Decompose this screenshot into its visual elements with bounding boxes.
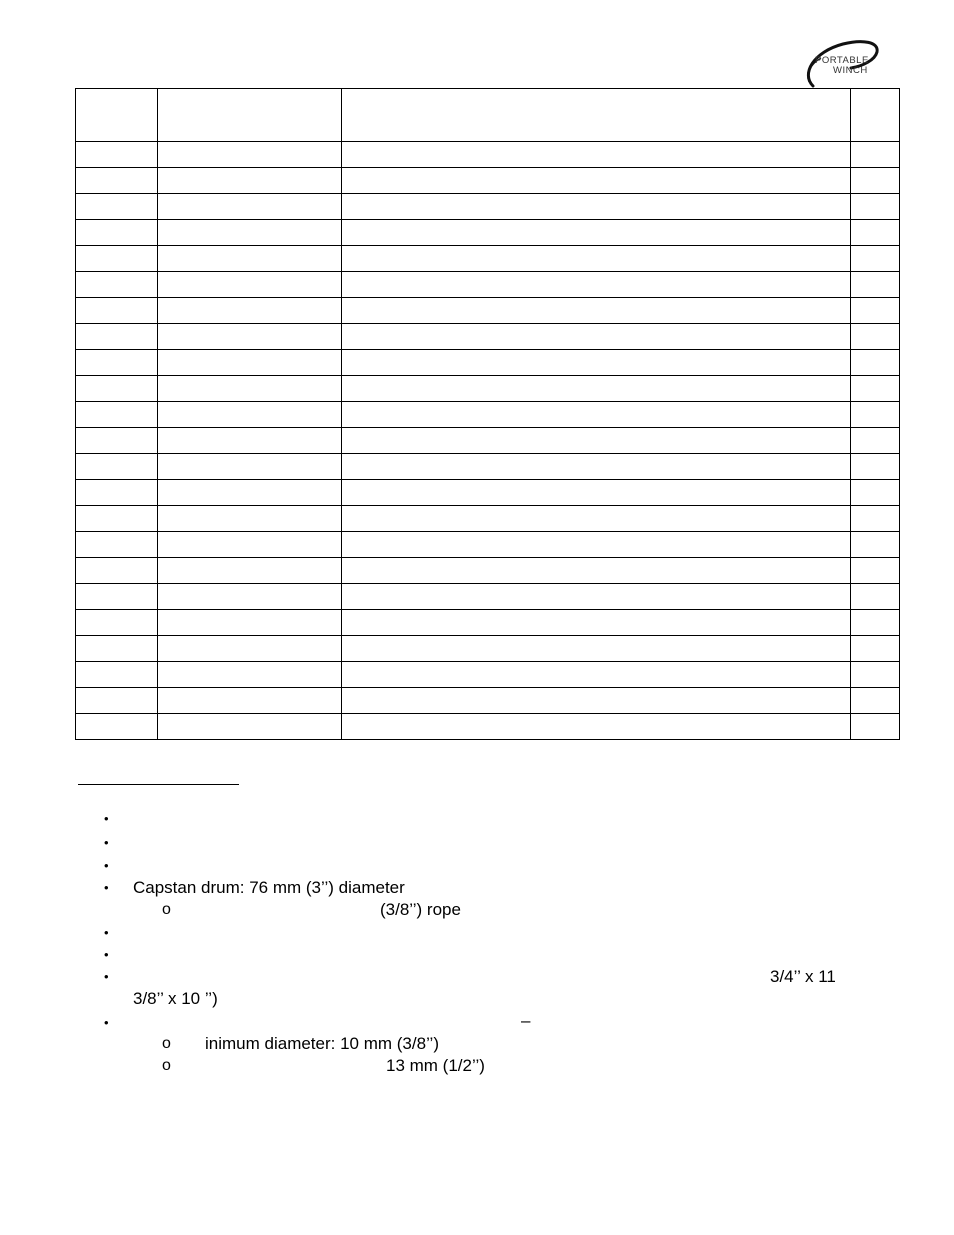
table-cell bbox=[76, 610, 158, 636]
spec-subitem-rope: (3/8’’) rope bbox=[380, 900, 461, 919]
sub-bullet-1-icon: o bbox=[162, 901, 171, 918]
spec-subitem-13mm: 13 mm (1/2’’) bbox=[386, 1056, 485, 1075]
table-cell bbox=[342, 532, 851, 558]
spec-item-8-dash: – bbox=[521, 1011, 531, 1030]
table-cell bbox=[158, 298, 342, 324]
table-row bbox=[76, 376, 900, 402]
table-cell bbox=[342, 688, 851, 714]
bullet-4-icon: • bbox=[104, 880, 109, 895]
table-cell bbox=[158, 714, 342, 740]
table-cell bbox=[342, 168, 851, 194]
sub-bullet-2-icon: o bbox=[162, 1035, 171, 1052]
table-row bbox=[76, 428, 900, 454]
table-cell bbox=[76, 636, 158, 662]
table-cell bbox=[851, 506, 900, 532]
table-cell bbox=[342, 428, 851, 454]
bullet-8-icon: • bbox=[104, 1015, 109, 1030]
table-cell bbox=[76, 194, 158, 220]
table-cell bbox=[76, 584, 158, 610]
table-cell bbox=[342, 298, 851, 324]
table-cell bbox=[851, 402, 900, 428]
table-cell bbox=[158, 428, 342, 454]
table-cell bbox=[76, 532, 158, 558]
table-row bbox=[76, 324, 900, 350]
table-cell bbox=[158, 610, 342, 636]
table-cell bbox=[851, 298, 900, 324]
table-row bbox=[76, 558, 900, 584]
table-cell bbox=[851, 194, 900, 220]
table-cell bbox=[851, 454, 900, 480]
header-cell-quantity bbox=[851, 89, 900, 142]
table-row bbox=[76, 298, 900, 324]
table-cell bbox=[158, 194, 342, 220]
table-cell bbox=[851, 168, 900, 194]
portable-winch-logo bbox=[803, 38, 881, 90]
table-cell bbox=[158, 454, 342, 480]
table-row bbox=[76, 246, 900, 272]
table-cell bbox=[851, 558, 900, 584]
table-row bbox=[76, 168, 900, 194]
table-cell bbox=[342, 636, 851, 662]
bullet-1-icon: • bbox=[104, 811, 109, 826]
table-header-row bbox=[76, 89, 900, 142]
table-cell bbox=[158, 558, 342, 584]
table-cell bbox=[342, 324, 851, 350]
table-cell bbox=[76, 272, 158, 298]
table-cell bbox=[851, 636, 900, 662]
table-cell bbox=[851, 220, 900, 246]
table-cell bbox=[851, 142, 900, 168]
table-row bbox=[76, 610, 900, 636]
table-cell bbox=[342, 272, 851, 298]
table-cell bbox=[76, 246, 158, 272]
table-row bbox=[76, 402, 900, 428]
table-row bbox=[76, 454, 900, 480]
table-cell bbox=[158, 324, 342, 350]
table-cell bbox=[342, 402, 851, 428]
bullet-2-icon: • bbox=[104, 835, 109, 850]
parts-table-body bbox=[76, 142, 900, 740]
table-cell bbox=[851, 376, 900, 402]
table-cell bbox=[342, 558, 851, 584]
table-cell bbox=[851, 272, 900, 298]
table-cell bbox=[76, 480, 158, 506]
table-cell bbox=[158, 142, 342, 168]
spec-item-capstan-drum: Capstan drum: 76 mm (3’’) diameter bbox=[133, 878, 405, 897]
bullet-6-icon: • bbox=[104, 947, 109, 962]
spec-subitem-minimum-diameter: inimum diameter: 10 mm (3/8’’) bbox=[205, 1034, 439, 1053]
table-row bbox=[76, 506, 900, 532]
table-row bbox=[76, 142, 900, 168]
table-row bbox=[76, 220, 900, 246]
table-cell bbox=[342, 194, 851, 220]
table-cell bbox=[158, 532, 342, 558]
logo-text-portable: PORTABLE bbox=[815, 55, 869, 66]
table-cell bbox=[158, 480, 342, 506]
table-cell bbox=[851, 714, 900, 740]
table-cell bbox=[342, 246, 851, 272]
table-cell bbox=[851, 610, 900, 636]
table-cell bbox=[851, 246, 900, 272]
table-row bbox=[76, 480, 900, 506]
bullet-5-icon: • bbox=[104, 925, 109, 940]
table-row bbox=[76, 662, 900, 688]
table-cell bbox=[342, 610, 851, 636]
spec-item-7-continued: 3/8’’ x 10 ’’) bbox=[133, 989, 218, 1008]
table-cell bbox=[851, 324, 900, 350]
table-cell bbox=[158, 636, 342, 662]
bullet-7-icon: • bbox=[104, 969, 109, 984]
table-cell bbox=[76, 324, 158, 350]
header-cell-part-number bbox=[158, 89, 342, 142]
table-cell bbox=[342, 220, 851, 246]
table-cell bbox=[76, 220, 158, 246]
table-cell bbox=[158, 168, 342, 194]
table-row bbox=[76, 636, 900, 662]
table-row bbox=[76, 584, 900, 610]
table-cell bbox=[342, 506, 851, 532]
table-cell bbox=[76, 350, 158, 376]
table-cell bbox=[76, 428, 158, 454]
table-cell bbox=[342, 350, 851, 376]
table-cell bbox=[342, 714, 851, 740]
table-row bbox=[76, 350, 900, 376]
table-cell bbox=[851, 662, 900, 688]
table-cell bbox=[158, 272, 342, 298]
section-heading-underline bbox=[78, 784, 239, 785]
table-cell bbox=[851, 480, 900, 506]
table-cell bbox=[342, 376, 851, 402]
table-cell bbox=[851, 428, 900, 454]
table-cell bbox=[851, 532, 900, 558]
table-cell bbox=[851, 350, 900, 376]
table-cell bbox=[76, 454, 158, 480]
table-cell bbox=[342, 584, 851, 610]
table-cell bbox=[76, 662, 158, 688]
table-cell bbox=[851, 584, 900, 610]
table-cell bbox=[158, 246, 342, 272]
sub-bullet-3-icon: o bbox=[162, 1057, 171, 1074]
table-cell bbox=[158, 688, 342, 714]
table-cell bbox=[342, 480, 851, 506]
table-cell bbox=[342, 662, 851, 688]
bullet-3-icon: • bbox=[104, 858, 109, 873]
table-cell bbox=[158, 662, 342, 688]
table-cell bbox=[76, 688, 158, 714]
table-cell bbox=[76, 714, 158, 740]
parts-list-table bbox=[75, 88, 900, 740]
table-cell bbox=[158, 220, 342, 246]
header-cell-item bbox=[76, 89, 158, 142]
table-cell bbox=[158, 584, 342, 610]
table-cell bbox=[342, 142, 851, 168]
table-row bbox=[76, 272, 900, 298]
table-cell bbox=[76, 402, 158, 428]
table-cell bbox=[76, 376, 158, 402]
header-cell-description bbox=[342, 89, 851, 142]
table-row bbox=[76, 688, 900, 714]
table-cell bbox=[158, 402, 342, 428]
table-cell bbox=[342, 454, 851, 480]
table-cell bbox=[76, 168, 158, 194]
table-cell bbox=[76, 506, 158, 532]
logo-text-winch: WINCH bbox=[833, 65, 868, 76]
spec-item-7-right: 3/4’’ x 11 bbox=[770, 967, 836, 986]
table-row bbox=[76, 714, 900, 740]
table-cell bbox=[158, 350, 342, 376]
table-row bbox=[76, 194, 900, 220]
table-cell bbox=[76, 558, 158, 584]
table-cell bbox=[158, 506, 342, 532]
table-cell bbox=[158, 376, 342, 402]
table-cell bbox=[76, 298, 158, 324]
table-cell bbox=[851, 688, 900, 714]
table-row bbox=[76, 532, 900, 558]
table-cell bbox=[76, 142, 158, 168]
